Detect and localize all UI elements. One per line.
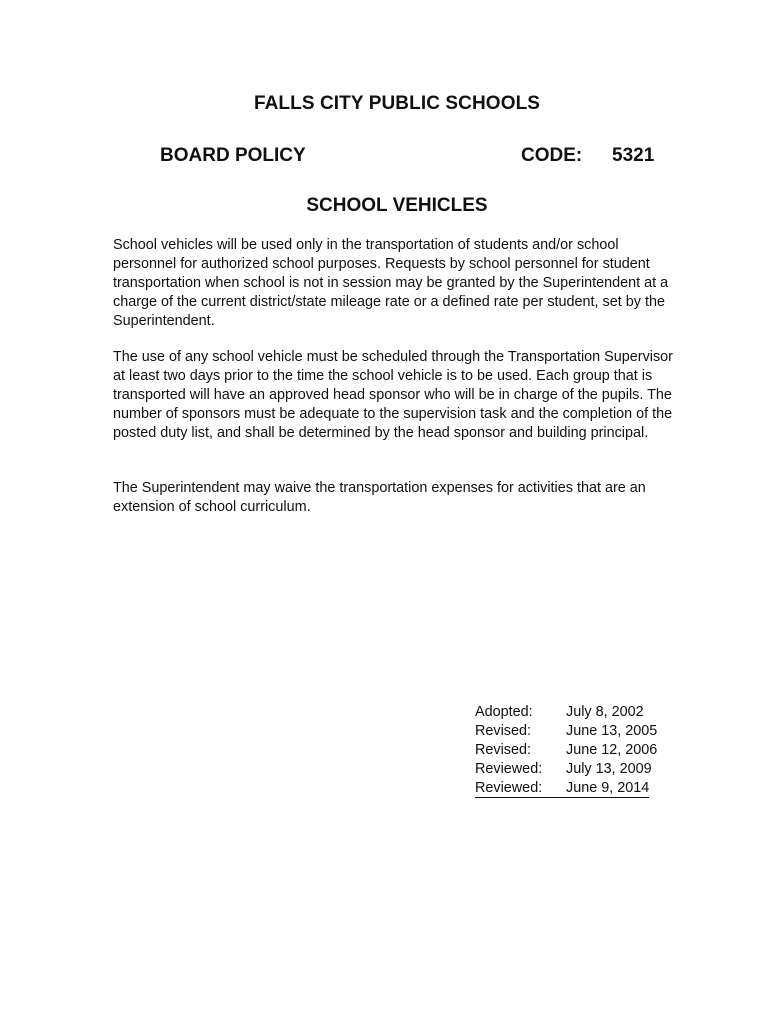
- history-row: [475, 703, 657, 722]
- history-label: Revised:: [475, 722, 531, 739]
- policy-paragraph: The Superintendent may waive the transportation expenses for activities that are an extension of school curriculum.: [113, 480, 646, 515]
- history-label: Adopted:: [475, 704, 533, 720]
- history-label: Revised:: [475, 741, 531, 758]
- history-date: June 12, 2006: [566, 741, 658, 758]
- district-name: FALLS CITY PUBLIC SCHOOLS: [253, 93, 541, 114]
- history-date: July 8, 2002: [566, 704, 644, 720]
- history-row: [475, 760, 657, 779]
- policy-history: [475, 703, 657, 798]
- code-label: CODE:: [521, 145, 583, 166]
- history-row-latest: [475, 780, 649, 799]
- code-value: 5321: [612, 145, 655, 166]
- policy-title: SCHOOL VEHICLES: [306, 195, 488, 216]
- policy-paragraph: School vehicles will be used only in the transportation of students and/or school personnel for authorized school purposes. Requests by school personnel for student transportation when school is not in session may be granted by the Superintendent at a charge of the current district/state mileage rate or a defined rate per student, set by the Superintendent.: [113, 237, 669, 329]
- history-row: [475, 741, 657, 760]
- history-date: June 13, 2005: [566, 722, 658, 739]
- history-date: July 13, 2009: [566, 760, 652, 777]
- history-date: June 9, 2014: [566, 779, 650, 796]
- history-label: Reviewed:: [475, 779, 543, 796]
- history-row: [475, 722, 657, 741]
- policy-paragraph: The use of any school vehicle must be scheduled through the Transportation Supervisor at least two days prior to the time the school vehicle is to be used. Each group that is transported will have an approved head sponsor who will be in charge of the pupils. The number of sponsors must be adequate to the supervision task and the completion of the posted duty list, and shall be determined by the head sponsor and building principal.: [113, 349, 673, 441]
- history-label: Reviewed:: [475, 760, 543, 777]
- policy-label: BOARD POLICY: [160, 145, 306, 166]
